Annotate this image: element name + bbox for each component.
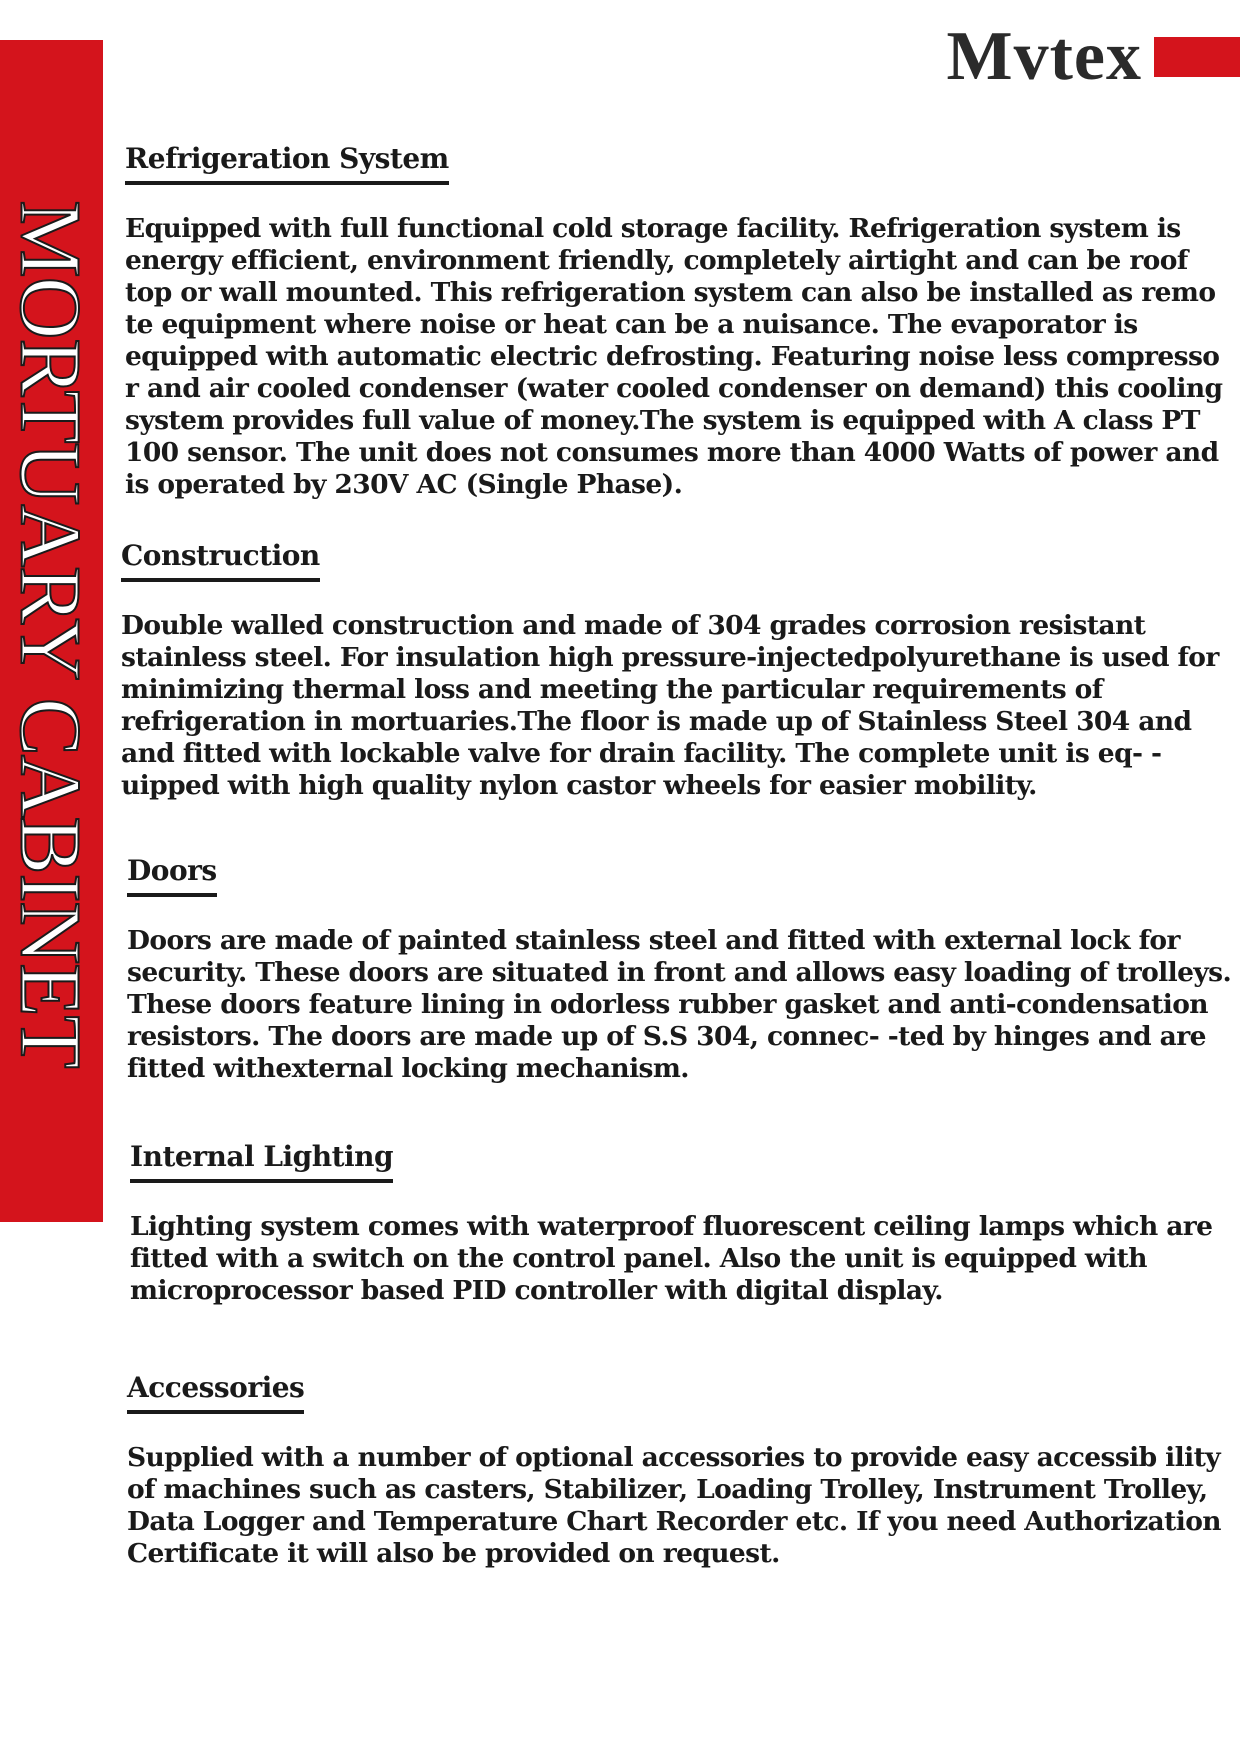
section-body: Lighting system comes with waterproof fluorescent ceiling lamps which are fitted with a switch on the control panel. Also the unit is equipped with microprocessor based PID controller with digital display.	[130, 1210, 1213, 1306]
section-doors	[127, 856, 1237, 1085]
brand-name: Mvtex	[946, 18, 1142, 95]
section-body: Supplied with a number of optional accessories to provide easy accessib ility of machines such as casters, Stabilizer, Loading Trolley, Instrument Trolley, Data Logger and Temperature Chart Recorder etc. If you need Authorization Certificate it will also be provided on request.	[127, 1441, 1221, 1569]
section-heading: Internal Lighting	[130, 1142, 393, 1183]
section-body: Double walled construction and made of 304 grades corrosion resistant stainless steel. For insulation high pressure-injectedpolyurethane is used for minimizing thermal loss and meeting the particular requirements of refrigeration in mortuaries.The floor is made up of Stainless Steel 304 and and fitted with lockable valve for drain facility. The complete unit is eq- -uipped with high quality nylon castor wheels for easier mobility.	[121, 609, 1219, 801]
section-heading: Construction	[121, 541, 320, 582]
section-accessories	[127, 1373, 1237, 1570]
section-refrigeration-system	[125, 144, 1235, 501]
section-body: Doors are made of painted stainless steel and fitted with external lock for security. These doors are situated in front and allows easy loading of trolleys. These doors feature lining in odorless rubber gasket and anti-condensation resistors. The doors are made up of S.S 304, connec- -ted by hinges and are fitted withexternal locking mechanism.	[127, 924, 1232, 1084]
section-internal-lighting	[130, 1142, 1240, 1307]
section-heading: Accessories	[127, 1373, 304, 1414]
side-banner-title: MORTUARY CABINET	[2, 200, 100, 1068]
section-construction	[121, 541, 1231, 802]
section-body: Equipped with full functional cold storage facility. Refrigeration system is energy efficient, environment friendly, completely airtight and can be roof top or wall mounted. This refrigeration system can also be installed as remo te equipment where noise or heat can be a nuisance. The evaporator is equipped with automatic electric defrosting. Featuring noise less compresso r and air cooled condenser (water cooled condenser on demand) this cooling system provides full value of money.The system is equipped with A class PT 100 sensor. The unit does not consumes more than 4000 Watts of power and is operated by 230V AC (Single Phase).	[125, 212, 1223, 500]
brand-logo	[946, 18, 1240, 95]
section-heading: Doors	[127, 856, 217, 897]
section-heading: Refrigeration System	[125, 144, 449, 185]
brand-accent-bar	[1154, 37, 1240, 77]
